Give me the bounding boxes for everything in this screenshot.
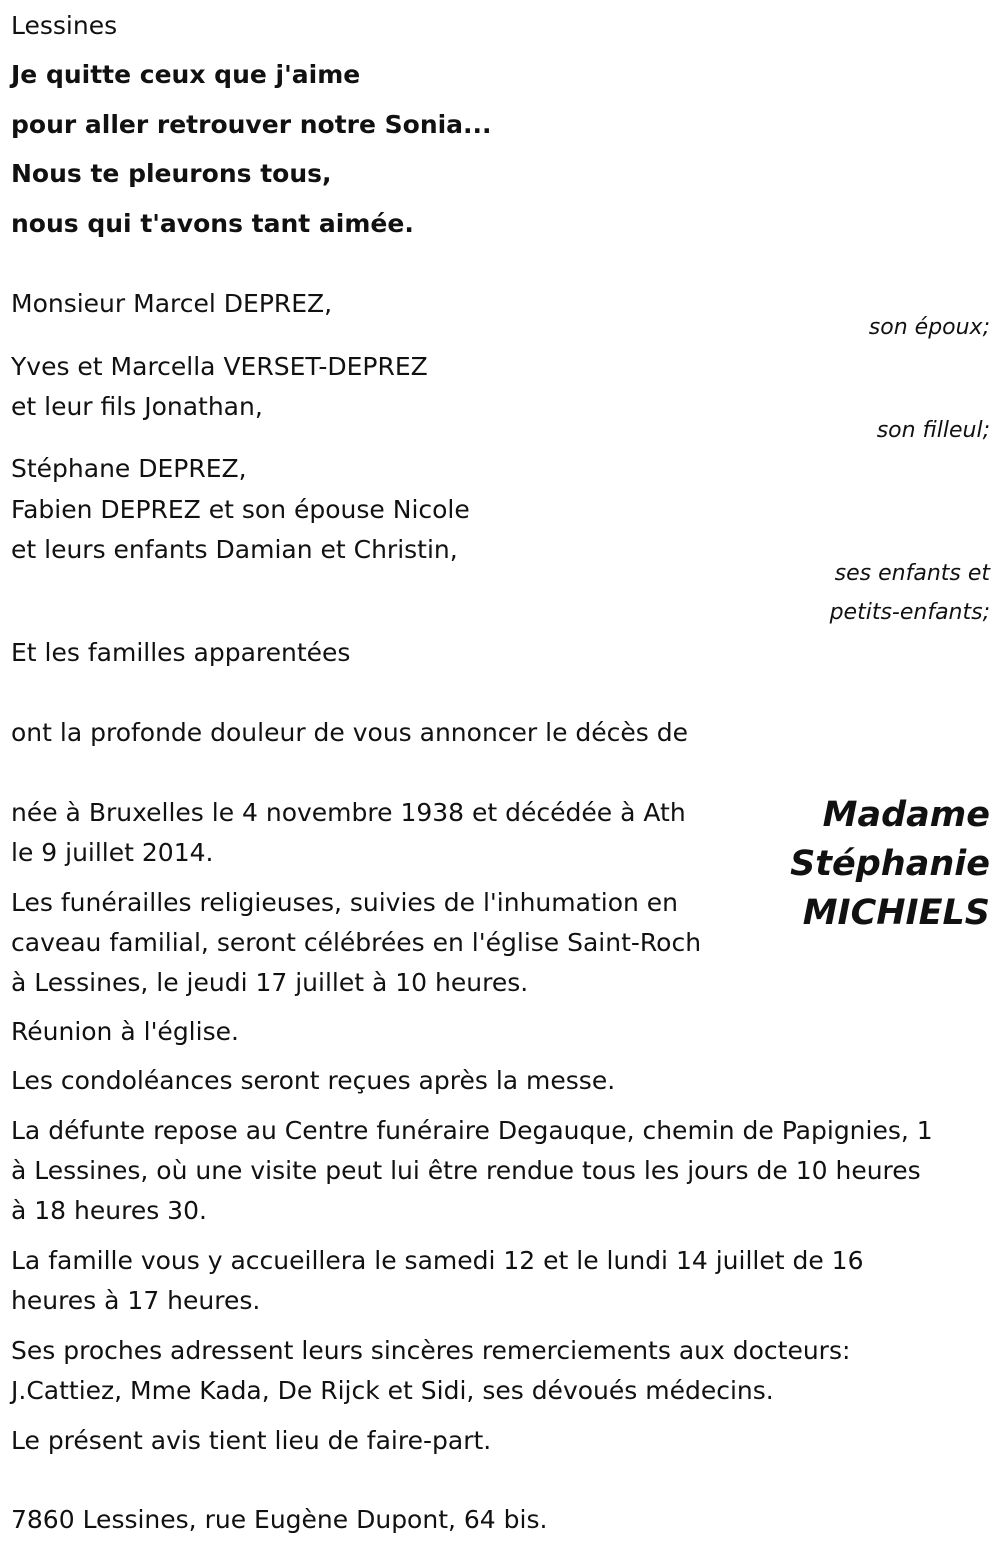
godson-line: Yves et Marcella VERSET-DEPREZ (11, 352, 428, 381)
poem-line: nous qui t'avons tant aimée. (11, 209, 414, 238)
children-line: Stéphane DEPREZ, (11, 454, 247, 483)
address-text: 7860 Lessines, rue Eugène Dupont, 64 bis. (11, 1505, 548, 1534)
spouse-relation: son époux; (868, 315, 990, 340)
welcome-line: La famille vous y accueillera le samedi 12 et le lundi 14 juillet de 16 (11, 1246, 864, 1275)
children-relation: petits-enfants; (829, 600, 990, 625)
repose-line: à 18 heures 30. (11, 1196, 207, 1225)
repose-line: La défunte repose au Centre funéraire Degauque, chemin de Papignies, 1 (11, 1116, 933, 1145)
birth-death-line: née à Bruxelles le 4 novembre 1938 et décédée à Ath (11, 798, 686, 827)
children-line: et leurs enfants Damian et Christin, (11, 535, 458, 564)
thanks-line: Ses proches adressent leurs sincères remerciements aux docteurs: (11, 1336, 851, 1365)
deceased-name-line: Stéphanie (790, 844, 990, 884)
deceased-name (790, 791, 990, 938)
notice-text: Le présent avis tient lieu de faire-part. (11, 1426, 492, 1455)
godson-line: et leur fils Jonathan, (11, 392, 263, 421)
poem-line: Nous te pleurons tous, (11, 159, 332, 188)
related-families: Et les familles apparentées (11, 638, 351, 667)
announcement: ont la profonde douleur de vous annoncer le décès de (11, 718, 689, 747)
children-relation: ses enfants et (834, 561, 990, 586)
town-heading: Lessines (11, 11, 118, 40)
welcome-line: heures à 17 heures. (11, 1286, 261, 1315)
godson-relation: son filleul; (876, 418, 990, 443)
thanks-line: J.Cattiez, Mme Kada, De Rijck et Sidi, ses dévoués médecins. (11, 1376, 774, 1405)
funeral-line: Les funérailles religieuses, suivies de l'inhumation en (11, 888, 679, 917)
meeting-text: Réunion à l'église. (11, 1017, 239, 1046)
children-line: Fabien DEPREZ et son épouse Nicole (11, 495, 470, 524)
deceased-name-line: Madame (822, 795, 990, 835)
repose-line: à Lessines, où une visite peut lui être rendue tous les jours de 10 heures (11, 1156, 921, 1185)
spouse-name: Monsieur Marcel DEPREZ, (11, 289, 333, 318)
funeral-line: à Lessines, le jeudi 17 juillet à 10 heures. (11, 968, 529, 997)
deceased-name-line: MICHIELS (802, 893, 990, 933)
funeral-line: caveau familial, seront célébrées en l'église Saint-Roch (11, 928, 702, 957)
condolences-text: Les condoléances seront reçues après la messe. (11, 1066, 616, 1095)
poem-line: Je quitte ceux que j'aime (11, 60, 361, 89)
poem-line: pour aller retrouver notre Sonia... (11, 110, 492, 139)
birth-death-line: le 9 juillet 2014. (11, 838, 214, 867)
